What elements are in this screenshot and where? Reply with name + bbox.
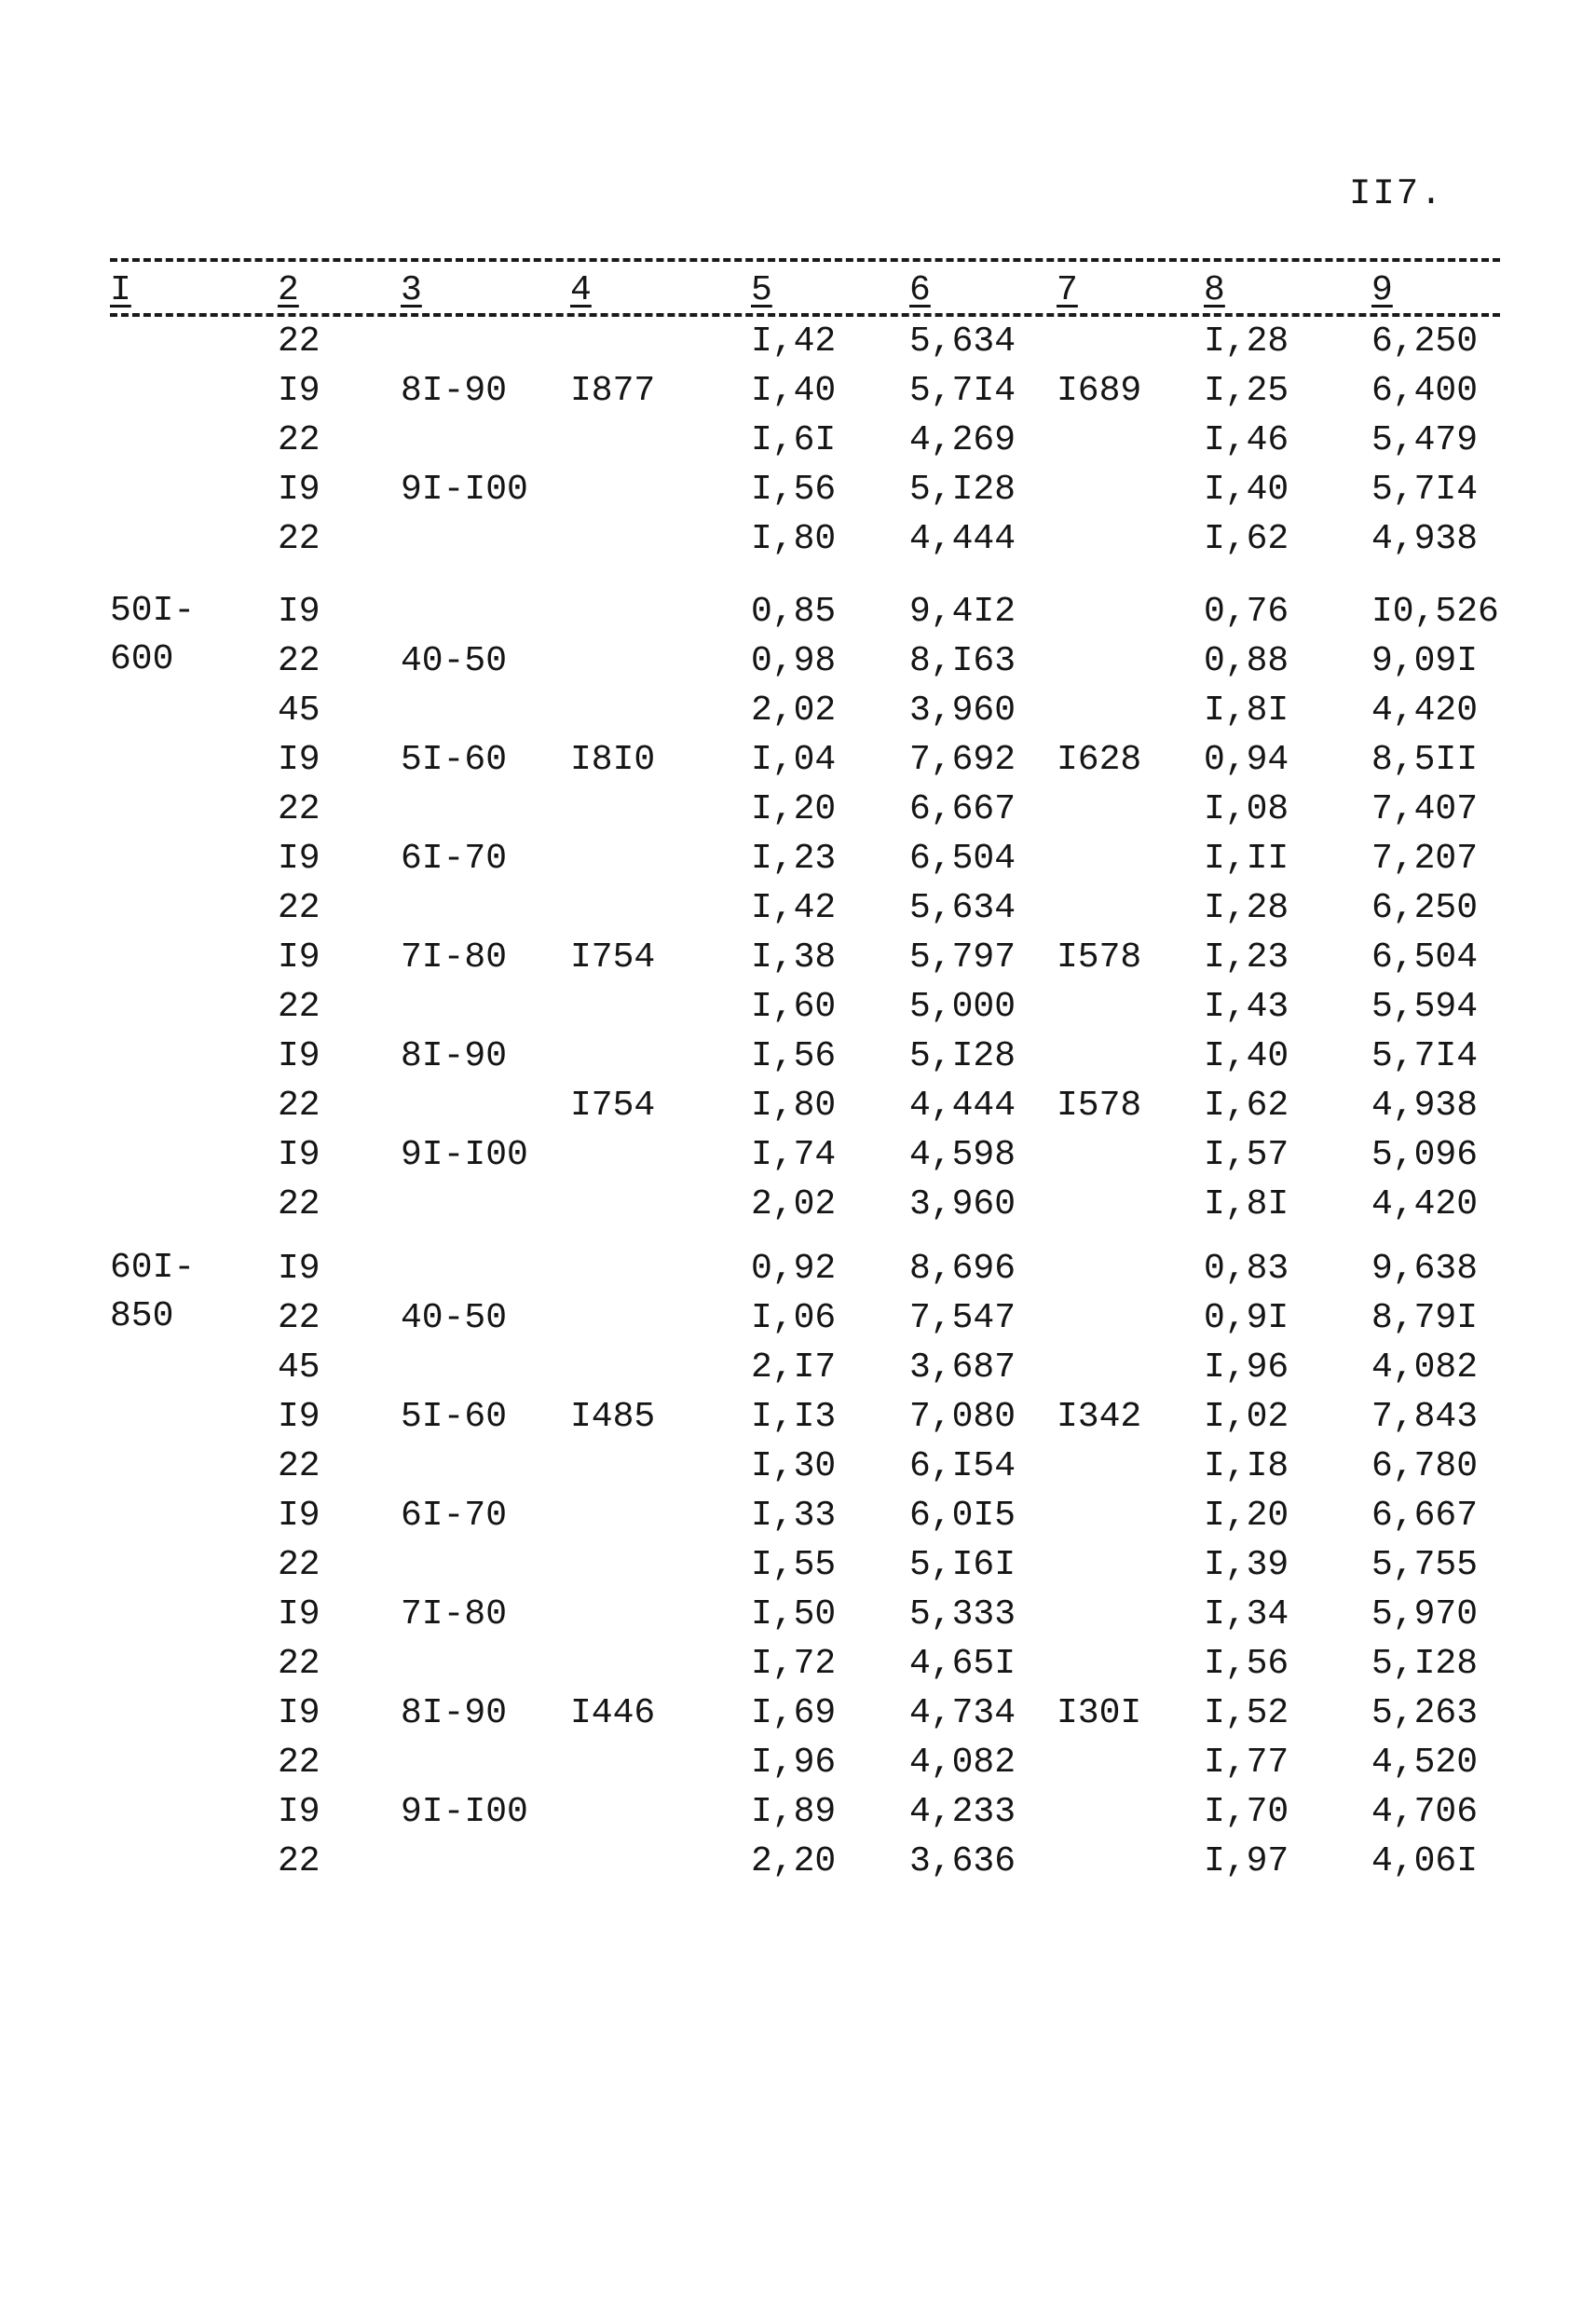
table-cell-col-3: 9I-I00 [401, 1792, 528, 1832]
table-cell-col-8: I,25 [1204, 371, 1289, 411]
table-cell-col-2: 22 [278, 1446, 321, 1486]
table-cell-col-9: 5,755 [1371, 1545, 1479, 1585]
table-cell-col-5: I,I3 [751, 1397, 837, 1437]
table-cell-col-4: I754 [570, 937, 656, 978]
table-cell-col-6: 3,960 [909, 1184, 1016, 1224]
table-cell-col-2: 22 [278, 789, 321, 829]
table-cell-col-5: I,72 [751, 1644, 837, 1684]
table-cell-col-8: I,97 [1204, 1841, 1289, 1881]
table-cell-col-3: 40-50 [401, 641, 508, 681]
table-cell-col-6: 4,269 [909, 420, 1016, 460]
table-cell-col-7: I342 [1057, 1397, 1142, 1437]
table-cell-col-5: I,69 [751, 1693, 837, 1733]
column-header-3: 3 [401, 270, 422, 310]
table-cell-col-8: 0,9I [1204, 1298, 1289, 1338]
table-cell-col-5: I,56 [751, 470, 837, 510]
table-cell-col-8: I,62 [1204, 1086, 1289, 1126]
table-cell-col-2: 22 [278, 1298, 321, 1338]
table-cell-col-3: 7I-80 [401, 937, 508, 978]
table-cell-col-5: I,30 [751, 1446, 837, 1486]
table-cell-col-3: 9I-I00 [401, 470, 528, 510]
table-cell-col-6: 4,082 [909, 1743, 1016, 1783]
table-cell-col-2: I9 [278, 740, 321, 780]
table-cell-col-5: 2,02 [751, 691, 837, 731]
table-row [0, 366, 1596, 416]
table-row [0, 1837, 1596, 1886]
table-row [0, 1130, 1596, 1180]
table-cell-col-8: I,28 [1204, 888, 1289, 928]
table-cell-col-8: I,02 [1204, 1397, 1289, 1437]
column-header-9: 9 [1371, 270, 1393, 310]
table-cell-col-9: 4,420 [1371, 691, 1479, 731]
table-row [0, 1491, 1596, 1540]
table-cell-col-5: I,56 [751, 1036, 837, 1076]
table-cell-col-7: I689 [1057, 371, 1142, 411]
table-cell-col-2: 22 [278, 888, 321, 928]
table-cell-col-6: 5,333 [909, 1594, 1016, 1634]
table-cell-col-4: I485 [570, 1397, 656, 1437]
page-number: II7. [1349, 173, 1444, 214]
table-cell-col-2: 22 [278, 420, 321, 460]
table-cell-col-2: I9 [278, 937, 321, 978]
column-header-1: I [110, 270, 131, 310]
table-cell-col-5: I,33 [751, 1496, 837, 1536]
table-cell-col-3: 7I-80 [401, 1594, 508, 1634]
table-cell-col-2: I9 [278, 592, 321, 632]
table-cell-col-8: I,77 [1204, 1743, 1289, 1783]
column-header-8: 8 [1204, 270, 1225, 310]
table-cell-col-8: I,43 [1204, 987, 1289, 1027]
table-row [0, 735, 1596, 785]
table-cell-col-2: 45 [278, 691, 321, 731]
table-cell-col-7: I578 [1057, 1086, 1142, 1126]
column-header-4: 4 [570, 270, 592, 310]
table-cell-col-3: 8I-90 [401, 1693, 508, 1733]
table-cell-col-9: 6,250 [1371, 888, 1479, 928]
table-cell-col-9: 5,970 [1371, 1594, 1479, 1634]
table-cell-col-7: I30I [1057, 1693, 1142, 1733]
table-row [0, 1689, 1596, 1738]
table-cell-col-6: 5,I28 [909, 470, 1016, 510]
table-cell-col-6: 6,504 [909, 839, 1016, 879]
table-cell-col-4: I8I0 [570, 740, 656, 780]
table-cell-col-8: I,39 [1204, 1545, 1289, 1585]
table-cell-col-8: I,40 [1204, 1036, 1289, 1076]
table-cell-col-2: I9 [278, 371, 321, 411]
table-cell-col-8: I,28 [1204, 321, 1289, 362]
table-cell-col-9: 7,843 [1371, 1397, 1479, 1437]
table-row [0, 686, 1596, 735]
table-cell-col-6: 5,797 [909, 937, 1016, 978]
table-row [0, 1244, 1596, 1293]
table-cell-col-6: 4,734 [909, 1693, 1016, 1733]
table-cell-col-6: 5,000 [909, 987, 1016, 1027]
table-cell-col-7: I578 [1057, 937, 1142, 978]
table-cell-col-5: I,20 [751, 789, 837, 829]
table-row [0, 1032, 1596, 1081]
table-cell-col-9: 5,096 [1371, 1135, 1479, 1175]
table-cell-col-6: 4,444 [909, 1086, 1016, 1126]
table-cell-col-5: 0,92 [751, 1249, 837, 1289]
table-cell-col-2: I9 [278, 839, 321, 879]
table-row [0, 636, 1596, 686]
table-cell-col-6: 6,667 [909, 789, 1016, 829]
table-cell-col-5: I,89 [751, 1792, 837, 1832]
table-row [0, 1590, 1596, 1639]
table-cell-col-5: I,06 [751, 1298, 837, 1338]
table-cell-col-8: I,20 [1204, 1496, 1289, 1536]
table-cell-col-3: 5I-60 [401, 1397, 508, 1437]
table-cell-col-8: 0,94 [1204, 740, 1289, 780]
table-cell-col-5: I,6I [751, 420, 837, 460]
table-row [0, 1442, 1596, 1491]
table-cell-col-9: 7,407 [1371, 789, 1479, 829]
table-cell-col-6: 4,444 [909, 519, 1016, 559]
table-cell-col-3: 8I-90 [401, 1036, 508, 1076]
table-cell-col-6: 3,636 [909, 1841, 1016, 1881]
table-cell-col-2: I9 [278, 1135, 321, 1175]
table-cell-col-9: 5,I28 [1371, 1644, 1479, 1684]
table-cell-col-2: I9 [278, 470, 321, 510]
table-cell-col-5: I,38 [751, 937, 837, 978]
table-cell-col-9: 4,420 [1371, 1184, 1479, 1224]
table-cell-col-8: I,34 [1204, 1594, 1289, 1634]
table-cell-col-9: 4,520 [1371, 1743, 1479, 1783]
table-cell-col-2: 22 [278, 1841, 321, 1881]
group-label: 50I- 600 [110, 591, 196, 679]
table-cell-col-6: 7,692 [909, 740, 1016, 780]
table-cell-col-6: 4,598 [909, 1135, 1016, 1175]
table-cell-col-5: I,42 [751, 321, 837, 362]
table-row [0, 317, 1596, 366]
table-row [0, 587, 1596, 636]
table-cell-col-9: 4,938 [1371, 1086, 1479, 1126]
table-cell-col-5: 2,02 [751, 1184, 837, 1224]
table-cell-col-2: 22 [278, 1644, 321, 1684]
table-cell-col-3: 5I-60 [401, 740, 508, 780]
table-cell-col-2: I9 [278, 1397, 321, 1437]
table-cell-col-6: 4,233 [909, 1792, 1016, 1832]
table-cell-col-8: I,23 [1204, 937, 1289, 978]
table-cell-col-5: I,96 [751, 1743, 837, 1783]
table-cell-col-2: I9 [278, 1594, 321, 1634]
table-cell-col-9: I0,526 [1371, 592, 1499, 632]
table-cell-col-6: 6,I54 [909, 1446, 1016, 1486]
table-cell-col-9: 6,400 [1371, 371, 1479, 411]
table-row [0, 1738, 1596, 1787]
table-cell-col-9: 6,780 [1371, 1446, 1479, 1486]
column-header-7: 7 [1057, 270, 1078, 310]
table-cell-col-9: 4,06I [1371, 1841, 1479, 1881]
table-cell-col-6: 3,960 [909, 691, 1016, 731]
table-cell-col-9: 9,09I [1371, 641, 1479, 681]
table-cell-col-2: 22 [278, 1086, 321, 1126]
table-row [0, 1787, 1596, 1837]
table-cell-col-5: I,04 [751, 740, 837, 780]
table-cell-col-9: 7,207 [1371, 839, 1479, 879]
group-label: 60I- 850 [110, 1248, 196, 1336]
table-cell-col-9: 4,082 [1371, 1347, 1479, 1388]
table-cell-col-5: I,55 [751, 1545, 837, 1585]
table-row [0, 883, 1596, 933]
table-cell-col-2: 45 [278, 1347, 321, 1388]
table-cell-col-9: 4,938 [1371, 519, 1479, 559]
table-cell-col-9: 6,250 [1371, 321, 1479, 362]
table-cell-col-9: 5,263 [1371, 1693, 1479, 1733]
table-cell-col-9: 5,7I4 [1371, 1036, 1479, 1076]
table-cell-col-8: I,08 [1204, 789, 1289, 829]
table-row [0, 1392, 1596, 1442]
table-cell-col-6: 7,547 [909, 1298, 1016, 1338]
table-cell-col-3: 40-50 [401, 1298, 508, 1338]
table-row [0, 785, 1596, 834]
table-cell-col-9: 4,706 [1371, 1792, 1479, 1832]
table-row [0, 1293, 1596, 1343]
table-cell-col-6: 3,687 [909, 1347, 1016, 1388]
table-cell-col-2: 22 [278, 321, 321, 362]
table-cell-col-9: 9,638 [1371, 1249, 1479, 1289]
table-cell-col-9: 5,594 [1371, 987, 1479, 1027]
table-row [0, 514, 1596, 564]
table-cell-col-8: I,II [1204, 839, 1289, 879]
table-cell-col-8: I,56 [1204, 1644, 1289, 1684]
table-cell-col-9: 8,5II [1371, 740, 1479, 780]
table-cell-col-2: I9 [278, 1036, 321, 1076]
table-cell-col-2: I9 [278, 1249, 321, 1289]
table-row [0, 933, 1596, 982]
table-cell-col-2: 22 [278, 1545, 321, 1585]
table-cell-col-8: 0,76 [1204, 592, 1289, 632]
table-cell-col-6: 5,7I4 [909, 371, 1016, 411]
table-cell-col-5: I,40 [751, 371, 837, 411]
table-cell-col-8: I,40 [1204, 470, 1289, 510]
table-cell-col-5: 2,20 [751, 1841, 837, 1881]
table-cell-col-2: 22 [278, 641, 321, 681]
table-row [0, 416, 1596, 465]
table-cell-col-6: 7,080 [909, 1397, 1016, 1437]
table-cell-col-3: 8I-90 [401, 371, 508, 411]
table-row [0, 1540, 1596, 1590]
table-cell-col-2: 22 [278, 1184, 321, 1224]
table-cell-col-5: I,60 [751, 987, 837, 1027]
table-cell-col-9: 8,79I [1371, 1298, 1479, 1338]
table-cell-col-8: 0,83 [1204, 1249, 1289, 1289]
table-cell-col-6: 5,634 [909, 321, 1016, 362]
table-cell-col-8: I,62 [1204, 519, 1289, 559]
table-cell-col-6: 5,634 [909, 888, 1016, 928]
header-rule-top [110, 258, 1500, 262]
table-cell-col-8: I,52 [1204, 1693, 1289, 1733]
table-cell-col-6: 9,4I2 [909, 592, 1016, 632]
table-cell-col-6: 4,65I [909, 1644, 1016, 1684]
table-row [0, 1081, 1596, 1130]
table-cell-col-9: 6,667 [1371, 1496, 1479, 1536]
table-cell-col-8: I,46 [1204, 420, 1289, 460]
table-cell-col-8: I,8I [1204, 1184, 1289, 1224]
table-cell-col-8: I,96 [1204, 1347, 1289, 1388]
table-cell-col-2: 22 [278, 1743, 321, 1783]
table-cell-col-3: 6I-70 [401, 1496, 508, 1536]
column-header-5: 5 [751, 270, 772, 310]
table-cell-col-6: 8,696 [909, 1249, 1016, 1289]
table-cell-col-7: I628 [1057, 740, 1142, 780]
table-row [0, 1639, 1596, 1689]
table-cell-col-8: I,70 [1204, 1792, 1289, 1832]
table-cell-col-5: I,74 [751, 1135, 837, 1175]
table-cell-col-8: 0,88 [1204, 641, 1289, 681]
table-row [0, 1180, 1596, 1229]
table-cell-col-8: I,8I [1204, 691, 1289, 731]
table-cell-col-6: 5,I28 [909, 1036, 1016, 1076]
table-cell-col-4: I877 [570, 371, 656, 411]
table-cell-col-4: I754 [570, 1086, 656, 1126]
table-cell-col-9: 5,479 [1371, 420, 1479, 460]
table-cell-col-2: I9 [278, 1792, 321, 1832]
table-cell-col-2: I9 [278, 1693, 321, 1733]
table-row [0, 982, 1596, 1032]
table-cell-col-5: I,42 [751, 888, 837, 928]
table-cell-col-3: 9I-I00 [401, 1135, 528, 1175]
table-cell-col-6: 5,I6I [909, 1545, 1016, 1585]
table-cell-col-5: I,80 [751, 1086, 837, 1126]
table-cell-col-8: I,I8 [1204, 1446, 1289, 1486]
table-cell-col-9: 5,7I4 [1371, 470, 1479, 510]
table-cell-col-6: 6,0I5 [909, 1496, 1016, 1536]
column-header-2: 2 [278, 270, 299, 310]
table-row [0, 465, 1596, 514]
table-cell-col-5: 0,85 [751, 592, 837, 632]
table-cell-col-3: 6I-70 [401, 839, 508, 879]
table-cell-col-4: I446 [570, 1693, 656, 1733]
table-cell-col-5: 2,I7 [751, 1347, 837, 1388]
table-row [0, 834, 1596, 883]
table-cell-col-6: 8,I63 [909, 641, 1016, 681]
table-row [0, 1343, 1596, 1392]
table-cell-col-5: 0,98 [751, 641, 837, 681]
table-cell-col-2: I9 [278, 1496, 321, 1536]
table-cell-col-2: 22 [278, 987, 321, 1027]
column-header-6: 6 [909, 270, 931, 310]
table-cell-col-5: I,50 [751, 1594, 837, 1634]
table-cell-col-8: I,57 [1204, 1135, 1289, 1175]
table-cell-col-9: 6,504 [1371, 937, 1479, 978]
table-cell-col-5: I,80 [751, 519, 837, 559]
table-cell-col-2: 22 [278, 519, 321, 559]
table-cell-col-5: I,23 [751, 839, 837, 879]
